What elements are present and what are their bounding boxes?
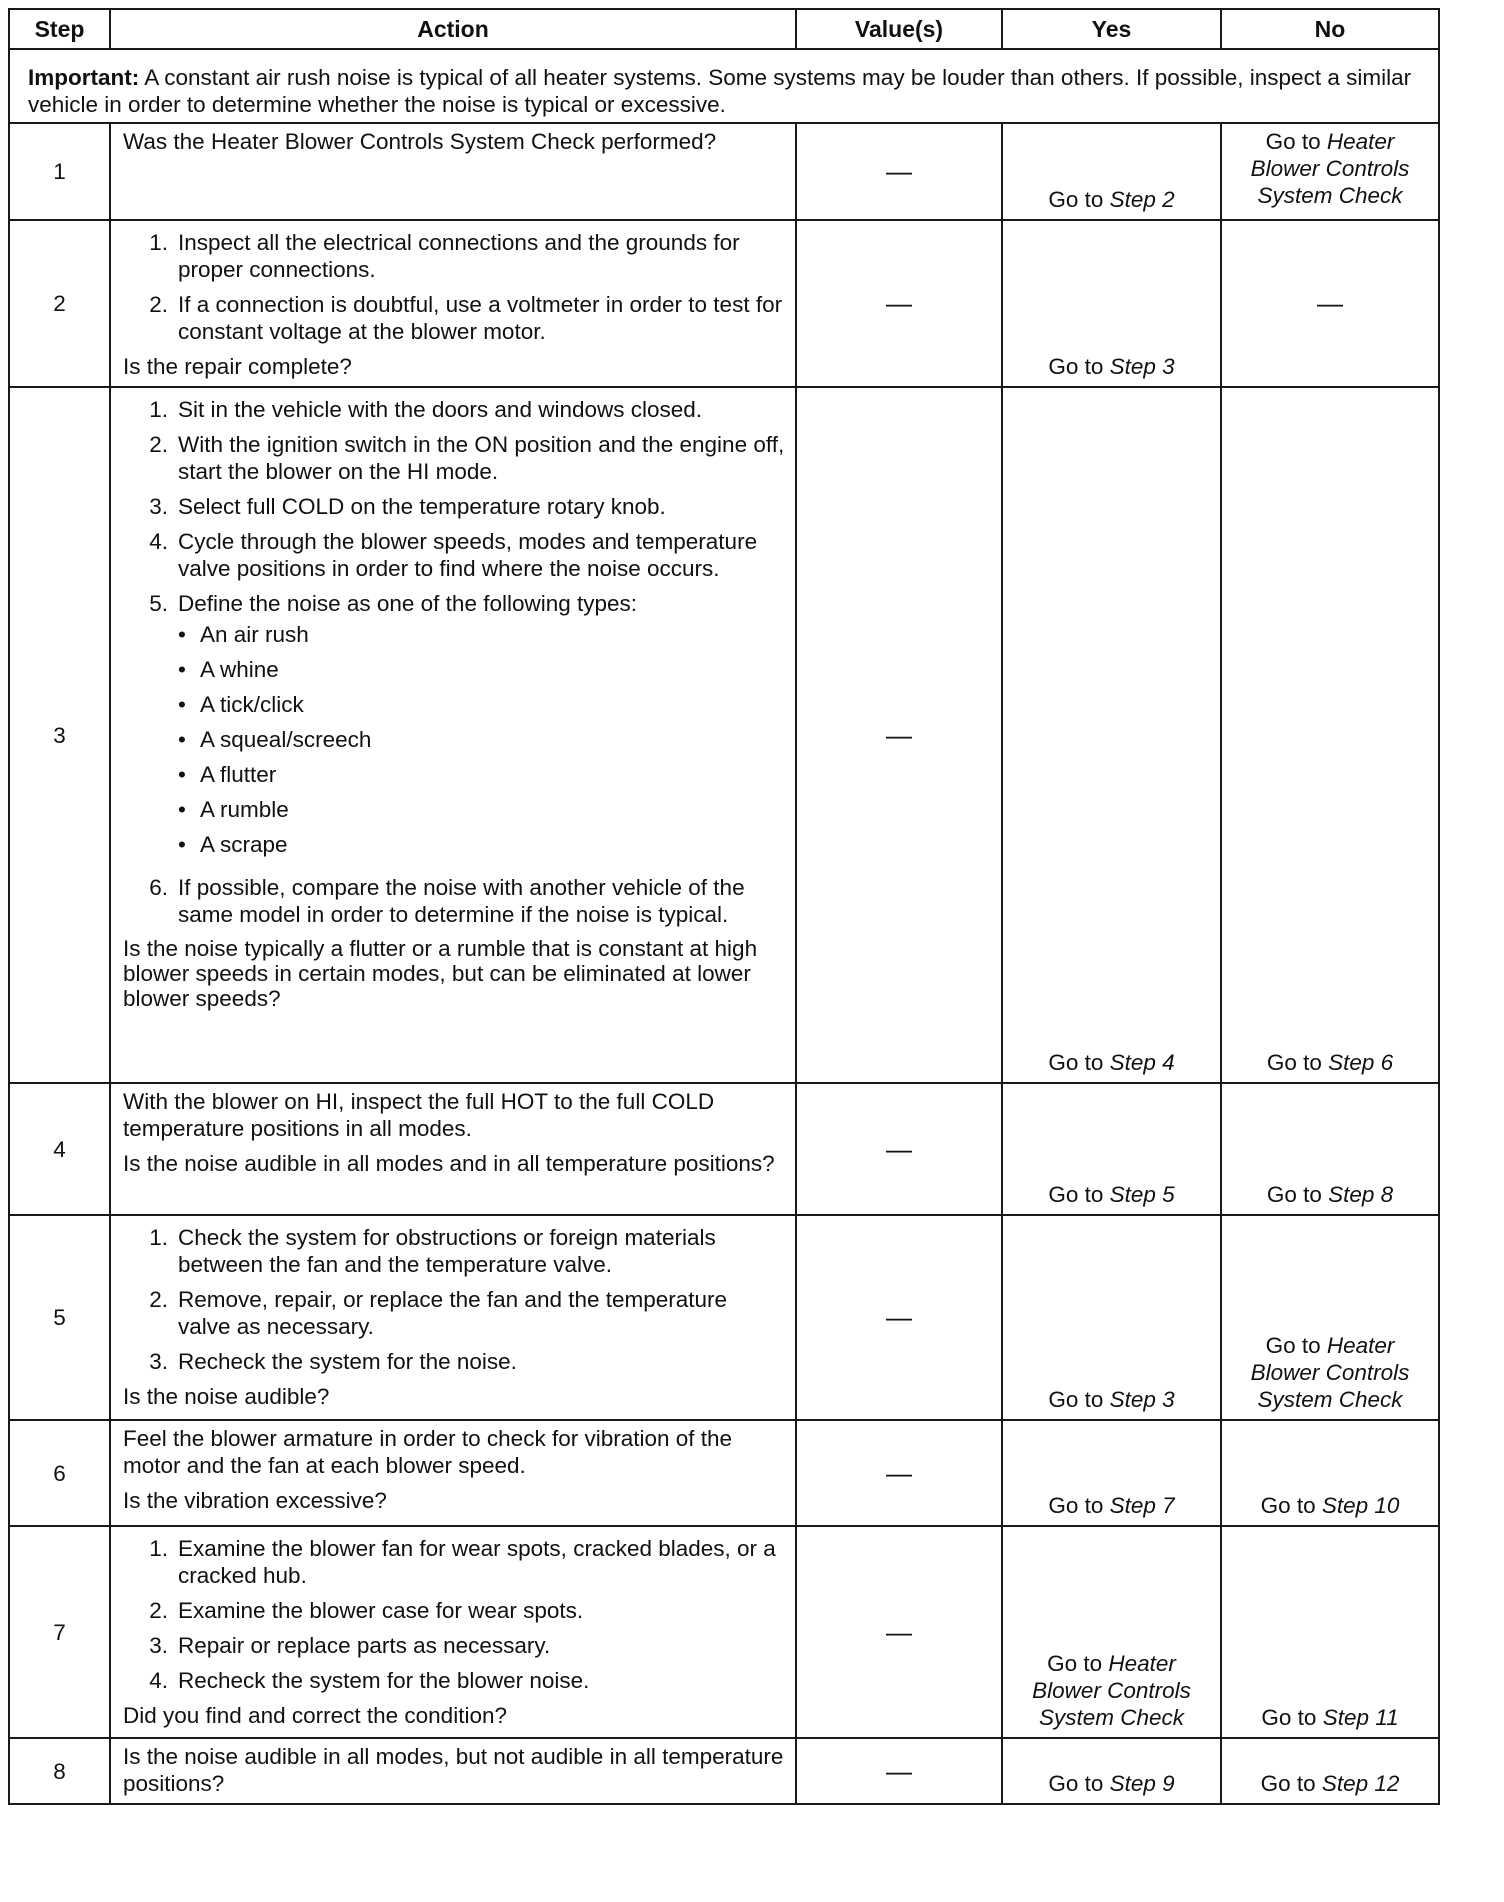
yes-target: Step 4 xyxy=(1109,1050,1175,1075)
step-number: 1 xyxy=(9,123,110,220)
no-target: Blower Controls xyxy=(1250,156,1410,181)
list-item: 4. Cycle through the blower speeds, modes and temperature valve positions in order to find where the noise occurs. xyxy=(149,529,758,581)
no-target: Heater xyxy=(1326,129,1395,154)
step-number: 5 xyxy=(9,1215,110,1420)
action-text: With the blower on HI, inspect the full HOT to the full COLD temperature positions in all modes. xyxy=(123,1089,715,1141)
no-cell xyxy=(1221,1420,1439,1526)
no-cell xyxy=(1221,1083,1439,1215)
table-row xyxy=(9,1526,1439,1738)
no-cell xyxy=(1221,1738,1439,1804)
step-number: 6 xyxy=(9,1420,110,1526)
important-note xyxy=(9,49,1439,123)
yes-target: Heater xyxy=(1108,1651,1176,1676)
action-text: Feel the blower armature in order to check for vibration of the motor and the fan at each blower speed. xyxy=(123,1426,733,1478)
list-item: 2. If a connection is doubtful, use a voltmeter in order to test for constant voltage at the blower motor. xyxy=(149,292,783,344)
step-number: 2 xyxy=(9,220,110,387)
go-to-label: Go to xyxy=(1260,1771,1316,1796)
step-number: 7 xyxy=(9,1526,110,1738)
diagnostic-table xyxy=(8,8,1440,1805)
no-target: Blower Controls xyxy=(1250,1360,1410,1385)
list-item: • A scrape xyxy=(178,831,785,858)
yes-target: System Check xyxy=(1038,1705,1185,1730)
go-to-label: Go to xyxy=(1260,1493,1316,1518)
no-target: Step 6 xyxy=(1328,1050,1394,1075)
table-row xyxy=(9,1420,1439,1526)
important-text: A constant air rush noise is typical of all heater systems. Some systems may be louder than others. If possible, inspect a similar vehicle in order to determine whether the noise is typical or excessive. xyxy=(28,65,1412,117)
action-cell xyxy=(110,1420,796,1526)
table-row xyxy=(9,1083,1439,1215)
yes-cell xyxy=(1002,387,1221,1083)
list-item: • A rumble xyxy=(178,796,785,823)
noise-type-list xyxy=(178,621,785,858)
go-to-label: Go to xyxy=(1265,1333,1321,1358)
yes-cell xyxy=(1002,1420,1221,1526)
list-item: 5. Define the noise as one of the following types: • An air rush • A whine • A tick/click • A squeal/screech • A flutter • A rumble • A scrape xyxy=(123,590,785,866)
go-to-label: Go to xyxy=(1048,1493,1104,1518)
header-step: Step xyxy=(9,9,110,49)
action-question: Is the noise audible? xyxy=(123,1384,330,1409)
action-text: Was the Heater Blower Controls System Check performed? xyxy=(123,129,717,154)
go-to-label: Go to xyxy=(1048,354,1104,379)
list-item: • A flutter xyxy=(178,761,785,788)
value-cell: — xyxy=(796,1215,1002,1420)
go-to-label: Go to xyxy=(1048,1387,1104,1412)
go-to-label: Go to xyxy=(1048,1771,1104,1796)
no-cell xyxy=(1221,123,1439,220)
value-cell: — xyxy=(796,220,1002,387)
go-to-label: Go to xyxy=(1048,1182,1104,1207)
yes-target: Step 2 xyxy=(1109,187,1175,212)
table-row xyxy=(9,387,1439,1083)
no-cell: — xyxy=(1221,220,1439,387)
go-to-label: Go to xyxy=(1265,129,1321,154)
yes-target: Step 7 xyxy=(1109,1493,1175,1518)
header-action: Action xyxy=(110,9,796,49)
no-cell xyxy=(1221,387,1439,1083)
yes-cell xyxy=(1002,1215,1221,1420)
table-row xyxy=(9,1738,1439,1804)
yes-target: Step 9 xyxy=(1109,1771,1175,1796)
no-target: Step 8 xyxy=(1328,1182,1394,1207)
action-question: Is the vibration excessive? xyxy=(123,1488,387,1513)
value-cell: — xyxy=(796,1083,1002,1215)
list-item: 3. Recheck the system for the noise. xyxy=(149,1349,517,1374)
list-item: • A squeal/screech xyxy=(178,726,785,753)
yes-cell xyxy=(1002,123,1221,220)
no-target: Step 10 xyxy=(1321,1493,1400,1518)
go-to-label: Go to xyxy=(1048,187,1104,212)
list-item: • A whine xyxy=(178,656,785,683)
table-row xyxy=(9,220,1439,387)
action-steps xyxy=(123,396,785,928)
yes-cell xyxy=(1002,1083,1221,1215)
yes-target: Step 3 xyxy=(1109,1387,1175,1412)
no-target: Step 11 xyxy=(1322,1705,1399,1730)
list-item: 6. If possible, compare the noise with another vehicle of the same model in order to determine if the noise is typical. xyxy=(149,875,745,927)
yes-cell xyxy=(1002,220,1221,387)
go-to-label: Go to xyxy=(1266,1050,1322,1075)
action-steps xyxy=(123,1224,785,1375)
action-steps xyxy=(123,1535,785,1694)
no-cell xyxy=(1221,1526,1439,1738)
no-cell xyxy=(1221,1215,1439,1420)
action-cell xyxy=(110,1738,796,1804)
list-item: 1. Check the system for obstructions or foreign materials between the fan and the temperature valve. xyxy=(149,1225,716,1277)
action-question: Is the noise typically a flutter or a rumble that is constant at high blower speeds in certain modes, but can be eliminated at lower blower speeds? xyxy=(123,936,758,1011)
step-number: 3 xyxy=(9,387,110,1083)
table-row xyxy=(9,123,1439,220)
no-target: System Check xyxy=(1257,1387,1403,1412)
action-question: Is the noise audible in all modes and in all temperature positions? xyxy=(123,1151,775,1176)
go-to-label: Go to xyxy=(1261,1705,1317,1730)
value-cell: — xyxy=(796,1420,1002,1526)
value-cell: — xyxy=(796,123,1002,220)
list-item: 3. Select full COLD on the temperature rotary knob. xyxy=(149,494,666,519)
action-cell xyxy=(110,1083,796,1215)
list-item: 2. Examine the blower case for wear spots. xyxy=(149,1598,584,1623)
header-values: Value(s) xyxy=(796,9,1002,49)
header-row xyxy=(9,9,1439,49)
action-cell xyxy=(110,220,796,387)
action-cell xyxy=(110,123,796,220)
table-row xyxy=(9,1215,1439,1420)
yes-cell xyxy=(1002,1526,1221,1738)
no-target: System Check xyxy=(1257,183,1403,208)
list-item: 2. With the ignition switch in the ON position and the engine off, start the blower on the HI mode. xyxy=(149,432,785,484)
no-target: Heater xyxy=(1326,1333,1395,1358)
value-cell: — xyxy=(796,1738,1002,1804)
yes-target: Blower Controls xyxy=(1032,1678,1191,1703)
yes-target: Step 3 xyxy=(1109,354,1175,379)
go-to-label: Go to xyxy=(1047,1651,1103,1676)
header-yes: Yes xyxy=(1002,9,1221,49)
important-label: Important: xyxy=(28,65,140,90)
value-cell: — xyxy=(796,1526,1002,1738)
action-question: Did you find and correct the condition? xyxy=(123,1703,507,1728)
go-to-label: Go to xyxy=(1266,1182,1322,1207)
list-item: 1. Inspect all the electrical connections and the grounds for proper connections. xyxy=(149,230,740,282)
go-to-label: Go to xyxy=(1048,1050,1104,1075)
action-cell xyxy=(110,387,796,1083)
step-number: 8 xyxy=(9,1738,110,1804)
action-cell xyxy=(110,1215,796,1420)
value-cell: — xyxy=(796,387,1002,1083)
list-item: 4. Recheck the system for the blower noise. xyxy=(149,1668,590,1693)
yes-cell xyxy=(1002,1738,1221,1804)
diagnostic-table-page xyxy=(8,8,1438,1805)
action-text: Is the noise audible in all modes, but not audible in all temperature positions? xyxy=(123,1744,784,1796)
header-no: No xyxy=(1221,9,1439,49)
action-cell xyxy=(110,1526,796,1738)
step-number: 4 xyxy=(9,1083,110,1215)
list-item: 3. Repair or replace parts as necessary. xyxy=(149,1633,551,1658)
important-note-row xyxy=(9,49,1439,123)
list-item: 1. Sit in the vehicle with the doors and windows closed. xyxy=(149,397,703,422)
list-item: 1. Examine the blower fan for wear spots, cracked blades, or a cracked hub. xyxy=(149,1536,776,1588)
action-question: Is the repair complete? xyxy=(123,354,352,379)
yes-target: Step 5 xyxy=(1109,1182,1175,1207)
list-item: • A tick/click xyxy=(178,691,785,718)
list-item: 2. Remove, repair, or replace the fan and the temperature valve as necessary. xyxy=(149,1287,728,1339)
list-item: • An air rush xyxy=(178,621,785,648)
action-steps xyxy=(123,229,785,345)
no-target: Step 12 xyxy=(1321,1771,1400,1796)
